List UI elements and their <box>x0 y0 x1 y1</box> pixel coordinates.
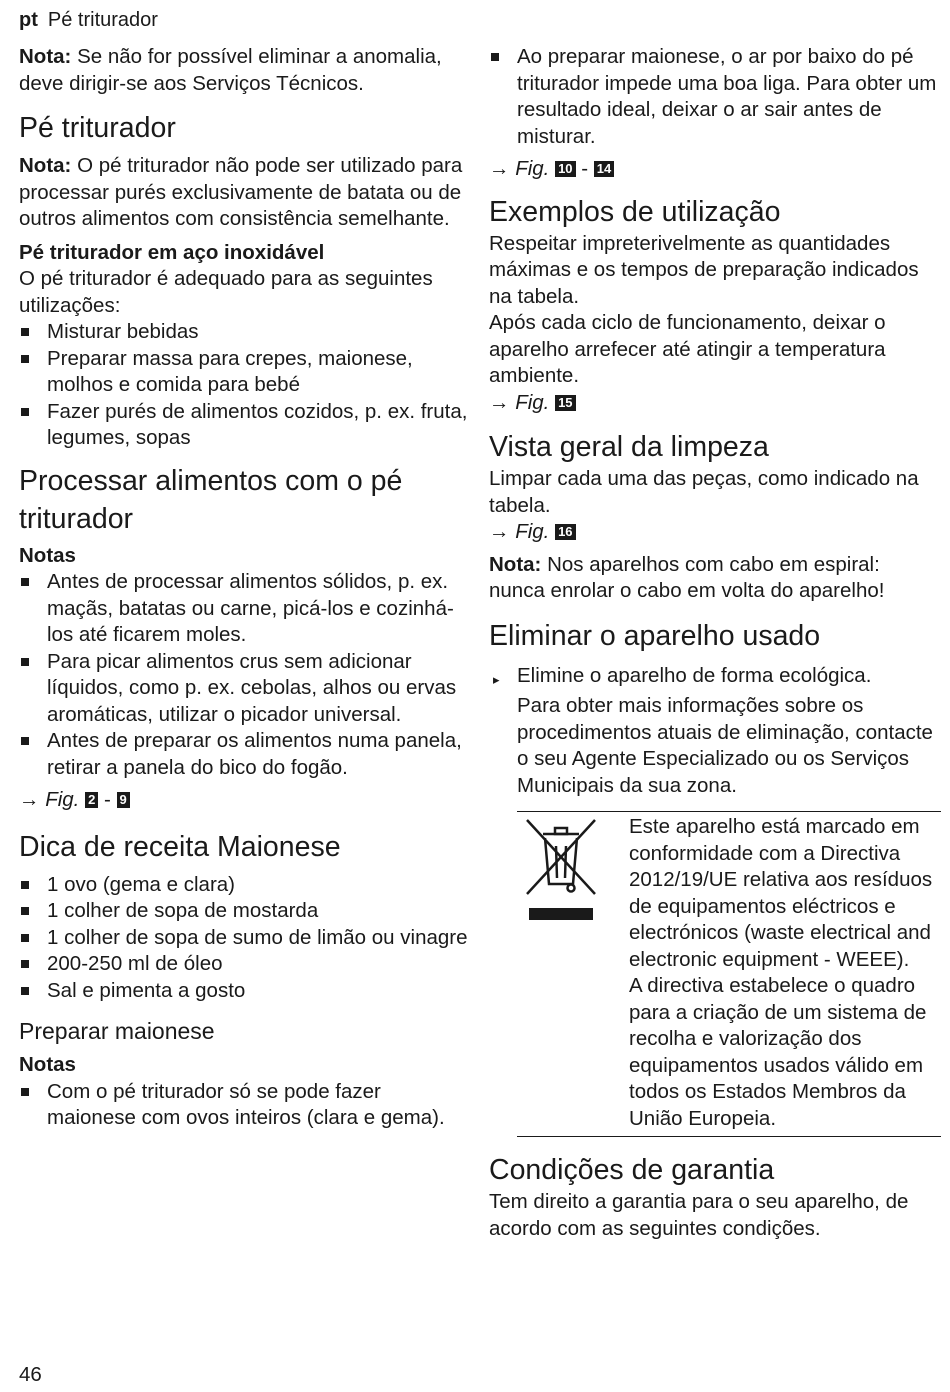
right-column <box>489 44 941 1242</box>
note-label: Nota: <box>489 552 542 576</box>
list-item: Misturar bebidas <box>19 319 471 346</box>
eliminar-text: Para obter mais informações sobre os procedimentos atuais de eliminação, contacte o seu Agente Especializado ou os Serviços Municipais da sua zona. <box>517 694 933 797</box>
processar-list <box>19 569 471 781</box>
note-label: Nota: <box>19 45 72 68</box>
fig-prefix: → Fig. <box>19 788 80 811</box>
fig-number: 10 <box>555 161 575 177</box>
section-heading-eliminar: Eliminar o aparelho usado <box>489 619 821 652</box>
garantia-text: Tem direito a garantia para o seu aparelho, de acordo com as seguintes condições. <box>489 1190 909 1240</box>
notas-label: Notas <box>19 1053 76 1076</box>
section-heading-processar: Processar alimentos com o pé triturador <box>19 464 403 535</box>
section-heading-limpeza: Vista geral da limpeza <box>489 431 769 463</box>
fig-separator: - <box>581 157 589 180</box>
section-heading-dica: Dica de receita Maionese <box>19 830 341 863</box>
fig-separator: - <box>104 788 111 811</box>
limpeza-note <box>489 552 941 605</box>
list-item: Ao preparar maionese, o ar por baixo do pé triturador impede uma boa liga. Para obter um resultado ideal, deixar o ar sair antes de misturar. <box>489 44 941 150</box>
step-triangle-icon: ▸ <box>493 671 500 687</box>
fig-number: 2 <box>85 792 98 808</box>
weee-text-block <box>629 814 941 1132</box>
figure-reference <box>489 156 941 183</box>
language-code: pt <box>19 9 38 31</box>
eliminar-steps <box>489 663 941 690</box>
list-item: Preparar massa para crepes, maionese, molhos e comida para bebé <box>19 346 471 399</box>
list-item: Com o pé triturador só se pode fazer maionese com ovos inteiros (clara e gema). <box>19 1079 471 1132</box>
weee-text: Este aparelho está marcado em conformidade com a Directiva 2012/19/UE relativa aos resíduos de equipamentos eléctricos e electrónicos (waste electrical and electronic equipment - WEEE). <box>629 815 933 971</box>
pe-note <box>19 153 471 233</box>
list-item: 200-250 ml de óleo <box>19 951 471 978</box>
section-heading-pe-triturador: Pé triturador <box>19 112 176 144</box>
list-item: 1 colher de sopa de mostarda <box>19 898 471 925</box>
section-heading-exemplos: Exemplos de utilização <box>489 195 781 228</box>
dica-list <box>19 872 471 1005</box>
exemplos-text: Respeitar impreterivelmente as quantidades máximas e os tempos de preparação indicados na tabela. <box>489 231 919 308</box>
fig-number: 15 <box>555 395 575 411</box>
left-column <box>19 44 471 1132</box>
figure-reference <box>19 787 471 814</box>
list-item: 1 colher de sopa de sumo de limão ou vinagre <box>19 925 471 952</box>
page-header <box>19 7 158 33</box>
subheading-preparar: Preparar maionese <box>19 1018 215 1044</box>
weee-text: A directiva estabelece o quadro para a criação de um sistema de recolha e valorização dos equipamentos usados válido em todos os Estados Membros da União Europeia. <box>629 974 927 1130</box>
figure-reference <box>489 519 941 546</box>
notas-label: Notas <box>19 543 76 567</box>
note-text: Nos aparelhos com cabo em espiral: nunca enrolar o cabo em volta do aparelho! <box>489 552 885 602</box>
maionese-list-continued <box>489 44 941 150</box>
inox-list <box>19 319 471 452</box>
inox-text: O pé triturador é adequado para as seguintes utilizações: <box>19 267 433 317</box>
weee-box <box>517 811 941 1137</box>
preparar-list <box>19 1079 471 1132</box>
note-text: O pé triturador não pode ser utilizado para processar purés exclusivamente de batata ou de outros alimentos com consistência semelhante. <box>19 154 463 230</box>
header-title: Pé triturador <box>47 9 158 31</box>
intro-note <box>19 44 471 97</box>
fig-prefix: → Fig. <box>489 390 550 414</box>
subheading-inox: Pé triturador em aço inoxidável <box>19 240 325 264</box>
crossed-out-bin-icon <box>523 816 599 926</box>
step-text: Elimine o aparelho de forma ecológica. <box>517 663 872 687</box>
step-item <box>489 663 941 690</box>
note-text: Se não for possível eliminar a anomalia, deve dirigir-se aos Serviços Técnicos. <box>19 45 442 95</box>
page-number: 46 <box>19 1363 42 1386</box>
list-item: Antes de processar alimentos sólidos, p. ex. maçãs, batatas ou carne, picá-los e cozinhá-los até ficarem moles. <box>19 569 471 649</box>
fig-prefix: → Fig. <box>489 520 550 543</box>
note-label: Nota: <box>19 154 72 177</box>
fig-number: 9 <box>117 792 130 808</box>
list-item: 1 ovo (gema e clara) <box>19 872 471 899</box>
fig-prefix: → Fig. <box>489 157 550 180</box>
list-item: Antes de preparar os alimentos numa panela, retirar a panela do bico do fogão. <box>19 728 471 781</box>
section-heading-garantia: Condições de garantia <box>489 1154 775 1186</box>
fig-number: 16 <box>555 524 575 540</box>
figure-reference <box>489 390 941 417</box>
limpeza-text: Limpar cada uma das peças, como indicado na tabela. <box>489 467 919 517</box>
list-item: Fazer purés de alimentos cozidos, p. ex. fruta, legumes, sopas <box>19 399 471 452</box>
fig-number: 14 <box>594 161 614 177</box>
list-item: Sal e pimenta a gosto <box>19 978 471 1005</box>
exemplos-text: Após cada ciclo de funcionamento, deixar o aparelho arrefecer até atingir a temperatura ambiente. <box>489 311 886 387</box>
list-item: Para picar alimentos crus sem adicionar líquidos, como p. ex. cebolas, alhos ou ervas aromáticas, utilizar o picador universal. <box>19 649 471 729</box>
